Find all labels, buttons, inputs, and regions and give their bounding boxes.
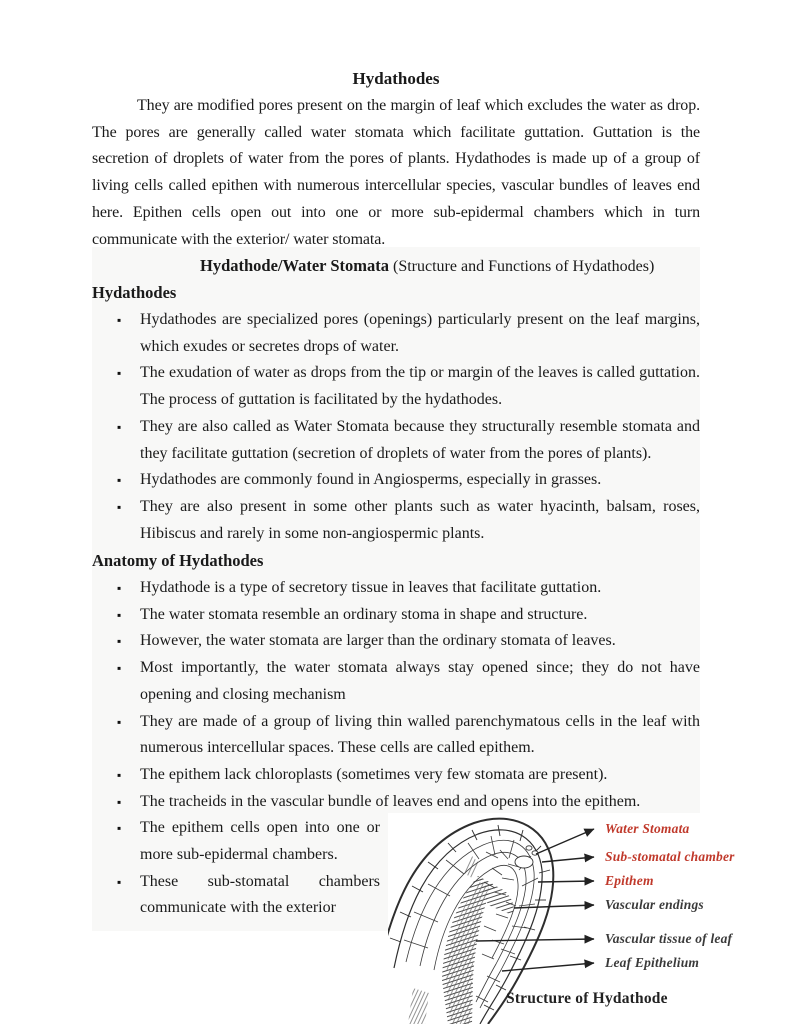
hydathodes-bullet-list xyxy=(92,307,700,548)
list-item: ▪ Hydathodes are commonly found in Angiosperms, especially in grasses. xyxy=(92,467,700,494)
figure-label-sub-stomatal-chamber: Sub-stomatal chamber xyxy=(605,849,735,864)
list-item: ▪ The epithem lack chloroplasts (sometimes very few stomata are present). xyxy=(92,762,700,789)
list-item: ▪ Hydathodes are specialized pores (openings) particularly present on the leaf margins, which exudes or secretes drops of water. xyxy=(92,307,700,360)
section-heading-anatomy: Anatomy of Hydathodes xyxy=(92,551,264,570)
figure-caption: Structure of Hydathode xyxy=(506,990,668,1007)
hydathode-figure xyxy=(388,812,791,1024)
list-item: ▪ These sub-stomatal chambers communicate with the exterior xyxy=(92,869,700,922)
figure-label-leaf-epithelium: Leaf Epithelium xyxy=(605,955,700,970)
figure-label-vascular-tissue: Vascular tissue of leaf xyxy=(605,931,733,946)
list-item: ▪ They are also called as Water Stomata because they structurally resemble stomata and they facilitate guttation (secretion of droplets of water from the pores of plants). xyxy=(92,414,700,467)
list-item: ▪ The epithem cells open into one or more sub-epidermal chambers. xyxy=(92,815,700,868)
intro-paragraph: They are modified pores present on the margin of leaf which excludes the water as drop. The pores are generally called water stomata which facilitate guttation. Guttation is the secretion of droplets of water from the pores of plants. Hydathodes is made up of a group of living cells called epithen with numerous intercellular species, vascular bundles of leaves end here. Epithen cells open out into one or more sub-epidermal chambers which in turn communicate with the exterior/ water stomata. xyxy=(92,97,700,248)
figure-label-epithem: Epithem xyxy=(605,873,654,888)
list-item: ▪ The water stomata resemble an ordinary stoma in shape and structure. xyxy=(92,602,700,629)
figure-label-vascular-endings: Vascular endings xyxy=(605,897,704,912)
page-title: Hydathodes xyxy=(352,69,440,88)
subtitle-bold: Hydathode/Water Stomata xyxy=(200,256,389,275)
list-item: ▪ They are made of a group of living thin walled parenchymatous cells in the leaf with numerous intercellular spaces. These cells are called epithem. xyxy=(92,709,700,762)
sub-stomatal-chamber-shape xyxy=(515,846,538,868)
figure-label-water-stomata: Water Stomata xyxy=(605,821,690,836)
list-item: ▪ Hydathode is a type of secretory tissue in leaves that facilitate guttation. xyxy=(92,575,700,602)
subtitle-rest: (Structure and Functions of Hydathodes) xyxy=(389,258,655,275)
list-item: ▪ They are also present in some other plants such as water hyacinth, balsam, roses, Hibiscus and rarely in some non-angiospermic plants. xyxy=(92,494,700,547)
list-item: ▪ Most importantly, the water stomata always stay opened since; they do not have opening and closing mechanism xyxy=(92,655,700,708)
list-item: ▪ The tracheids in the vascular bundle of leaves end and opens into the epithem. xyxy=(92,789,700,816)
document-content xyxy=(92,0,700,922)
section-heading-hydathodes: Hydathodes xyxy=(92,283,177,302)
list-item: ▪ However, the water stomata are larger than the ordinary stomata of leaves. xyxy=(92,628,700,655)
list-item: ▪ The exudation of water as drops from the tip or margin of the leaves is called guttation. The process of guttation is facilitated by the hydathodes. xyxy=(92,360,700,413)
subtitle-line xyxy=(92,253,700,280)
